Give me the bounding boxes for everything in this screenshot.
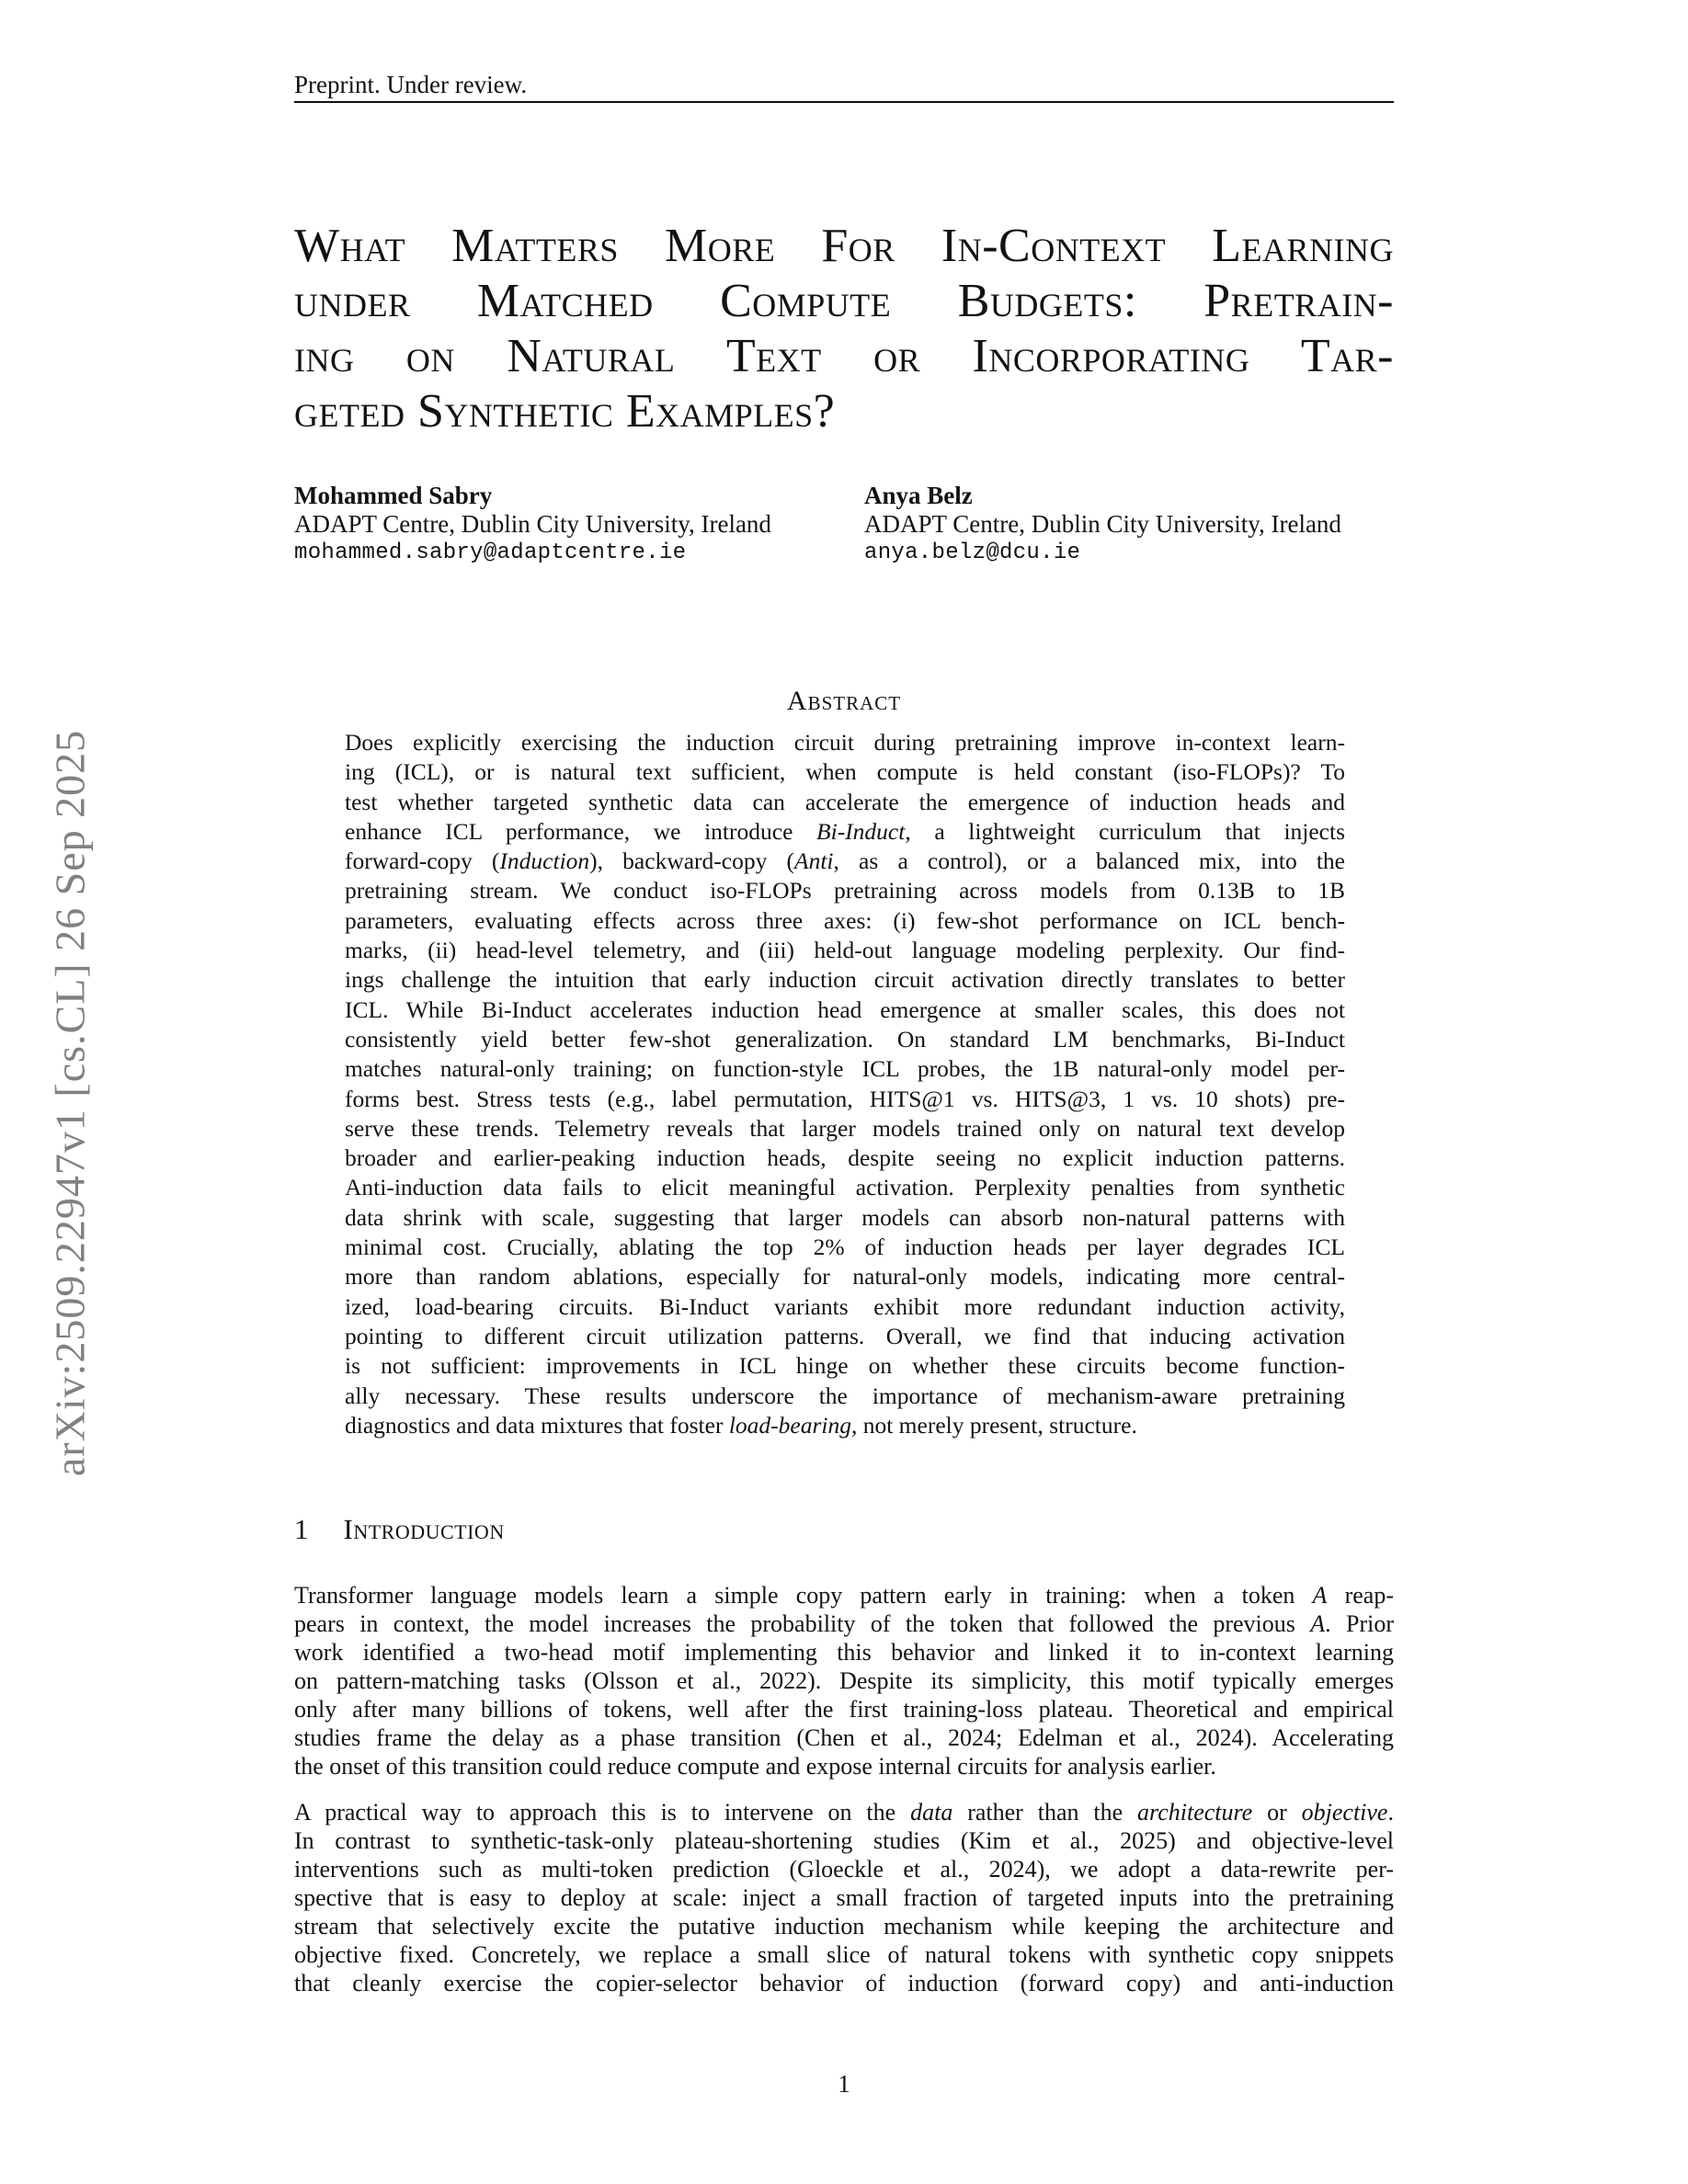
text-line: consistently yield better few-shot generalization. On standard LM benchmarks, Bi-Induct — [345, 1025, 1345, 1052]
text-line: broader and earlier-peaking induction heads, despite seeing no explicit induction patterns. — [345, 1144, 1345, 1172]
page-number: 1 — [838, 2070, 850, 2098]
text-line: is not sufficient: improvements in ICL hinge on whether these circuits become function- — [345, 1352, 1345, 1380]
paper-title — [294, 219, 1394, 439]
text-line: forms best. Stress tests (e.g., label permutation, HITS@1 vs. HITS@3, 1 vs. 10 shots) pre- — [345, 1085, 1345, 1112]
text-line: studies frame the delay as a phase transition (Chen et al., 2024; Edelman et al., 2024). Accelerating — [294, 1724, 1394, 1751]
page-header: Preprint. Under review. — [294, 71, 528, 98]
text-line: serve these trends. Telemetry reveals that larger models trained only on natural text develop — [345, 1114, 1345, 1142]
text-line: that cleanly exercise the copier-selector behavior of induction (forward copy) and anti-induction — [294, 1970, 1394, 1996]
text-line: In contrast to synthetic-task-only plateau-shortening studies (Kim et al., 2025) and objective-level — [294, 1827, 1394, 1854]
author-affiliation: ADAPT Centre, Dublin City University, Ireland — [294, 510, 771, 538]
text-line: marks, (ii) head-level telemetry, and (iii) held-out language modeling perplexity. Our find- — [345, 937, 1345, 964]
text-line: ing on Natural Text or Incorporating Tar- — [294, 330, 1394, 382]
text-line: Transformer language models learn a simple copy pattern early in training: when a token A reap- — [294, 1582, 1394, 1609]
text-line: ally necessary. These results underscore the importance of mechanism-aware pretraining — [345, 1382, 1345, 1409]
text-line: interventions such as multi-token prediction (Gloeckle et al., 2024), we adopt a data-rewrite per- — [294, 1856, 1394, 1883]
text-line: A practical way to approach this is to intervene on the data rather than the architecture or objective. — [294, 1799, 1394, 1826]
author-email: anya.belz@dcu.ie — [864, 540, 1081, 565]
text-line: stream that selectively excite the putative induction mechanism while keeping the architecture and — [294, 1913, 1394, 1939]
text-line: on pattern-matching tasks (Olsson et al., 2022). Despite its simplicity, this motif typically emerges — [294, 1667, 1394, 1694]
text-line: data shrink with scale, suggesting that larger models can absorb non-natural patterns with — [345, 1203, 1345, 1231]
text-line: test whether targeted synthetic data can accelerate the emergence of induction heads and — [345, 788, 1345, 815]
text-line: under Matched Compute Budgets: Pretrain- — [294, 275, 1394, 327]
abstract-heading: Abstract — [786, 686, 902, 716]
text-line: work identified a two-head motif implementing this behavior and linked it to in-context learning — [294, 1639, 1394, 1666]
section-heading — [294, 1513, 1394, 1546]
header-rule — [294, 101, 1394, 103]
section-number: 1 — [294, 1513, 309, 1545]
text-line: What Matters More For In-Context Learning — [294, 220, 1394, 272]
text-line: forward-copy (Induction), backward-copy (Anti, as a control), or a balanced mix, into the — [345, 847, 1345, 875]
text-line: spective that is easy to deploy at scale: inject a small fraction of targeted inputs into the pretraining — [294, 1884, 1394, 1911]
author-affiliation: ADAPT Centre, Dublin City University, Ireland — [864, 510, 1341, 538]
text-line: ized, load-bearing circuits. Bi-Induct variants exhibit more redundant induction activity, — [345, 1292, 1345, 1320]
text-line: pointing to different circuit utilization patterns. Overall, we find that inducing activation — [345, 1322, 1345, 1349]
text-line: minimal cost. Crucially, ablating the top 2% of induction heads per layer degrades ICL — [345, 1234, 1345, 1261]
arxiv-watermark: arXiv:2509.22947v1 [cs.CL] 26 Sep 2025 — [46, 729, 94, 1477]
intro-paragraph-2 — [294, 1798, 1394, 1997]
text-line: objective fixed. Concretely, we replace a small slice of natural tokens with synthetic copy snippets — [294, 1941, 1394, 1968]
author-block — [294, 482, 1394, 574]
author-2 — [864, 482, 1416, 568]
text-line: ing (ICL), or is natural text sufficient, when compute is held constant (iso-FLOPs)? To — [345, 758, 1345, 786]
text-line: the onset of this transition could reduce compute and expose internal circuits for analysis earlier. — [294, 1753, 1216, 1780]
text-line: parameters, evaluating effects across three axes: (i) few-shot performance on ICL bench- — [345, 906, 1345, 934]
text-line: ings challenge the intuition that early induction circuit activation directly translates to better — [345, 966, 1345, 994]
text-line: Anti-induction data fails to elicit meaningful activation. Perplexity penalties from synthetic — [345, 1174, 1345, 1201]
author-1 — [294, 482, 846, 568]
text-line: pears in context, the model increases the probability of the token that followed the previous A. Prior — [294, 1610, 1394, 1637]
text-line: diagnostics and data mixtures that foster load-bearing, not merely present, structure. — [345, 1411, 1137, 1439]
text-line: geted Synthetic Examples? — [294, 385, 836, 438]
abstract-body — [345, 728, 1345, 1440]
text-line: enhance ICL performance, we introduce Bi-Induct, a lightweight curriculum that injects — [345, 817, 1346, 845]
text-line: only after many billions of tokens, well after the first training-loss plateau. Theoretical and empirical — [294, 1696, 1394, 1723]
text-line: more than random ablations, especially for natural-only models, indicating more central- — [345, 1263, 1345, 1291]
author-email: mohammed.sabry@adaptcentre.ie — [294, 540, 687, 565]
author-name: Mohammed Sabry — [294, 482, 493, 509]
text-line: matches natural-only training; on function-style ICL probes, the 1B natural-only model per- — [345, 1055, 1345, 1083]
intro-paragraph-1 — [294, 1581, 1394, 1780]
text-line: Does explicitly exercising the induction circuit during pretraining improve in-context learn- — [345, 729, 1345, 756]
text-line: ICL. While Bi-Induct accelerates induction head emergence at smaller scales, this does not — [345, 995, 1345, 1023]
section-name: Introduction — [343, 1513, 505, 1545]
author-name: Anya Belz — [864, 482, 973, 509]
text-line: pretraining stream. We conduct iso-FLOPs pretraining across models from 0.13B to 1B — [345, 877, 1345, 904]
